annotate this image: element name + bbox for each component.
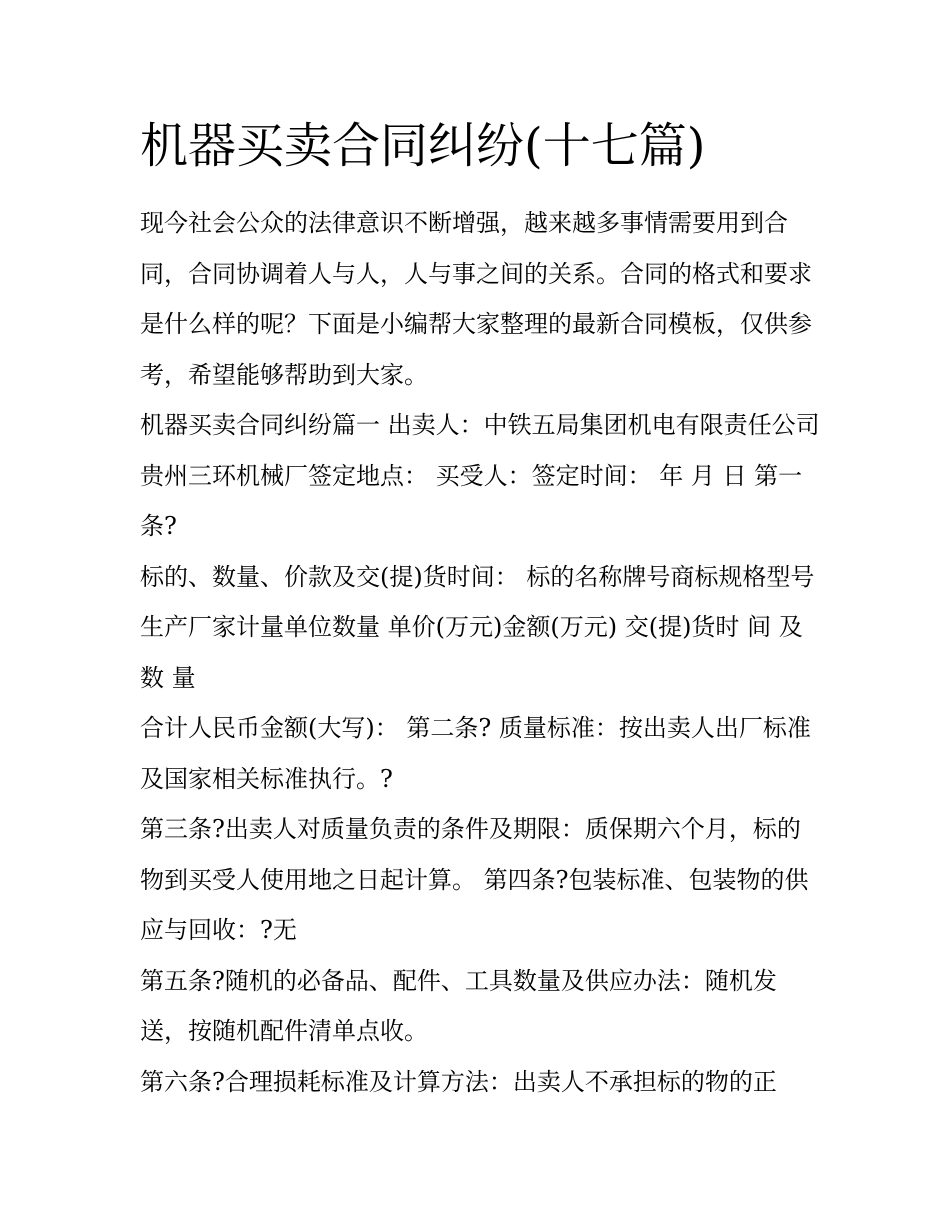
clause-loss-standard-paragraph: 第六条?合理损耗标准及计算方法：出卖人不承担标的物的正 bbox=[140, 1067, 777, 1096]
clause-accessories-paragraph: 第五条?随机的必备品、配件、工具数量及供应办法：随机发送，按随机配件清单点收。 bbox=[140, 966, 777, 1045]
document-body bbox=[140, 112, 820, 1107]
clause-warranty-packaging-paragraph: 第三条?出卖人对质量负责的条件及期限：质保期六个月，标的物到买受人使用地之日起计算。 第四条?包装标准、包装物的供应与回收：?无 bbox=[140, 815, 809, 944]
intro-paragraph: 现今社会公众的法律意识不断增强，越来越多事情需要用到合同，合同协调着人与人，人与事之间的关系。合同的格式和要求是什么样的呢？下面是小编帮大家整理的最新合同模板，仅供参考，希望能够帮助到大家。 bbox=[140, 209, 812, 389]
clause-subject-matter-paragraph: 标的、数量、价款及交(提)货时间： 标的名称牌号商标规格型号生产厂家计量单位数量 单价(万元)金额(万元) 交(提)货时 间 及 数 量 bbox=[140, 562, 815, 692]
clause-quality-standard-paragraph: 合计人民币金额(大写)： 第二条? 质量标准：按出卖人出厂标准及国家相关标准执行。? bbox=[140, 714, 811, 793]
contract-parties-paragraph: 机器买卖合同纠纷篇一 出卖人：中铁五局集团机电有限责任公司贵州三环机械厂签定地点： 买受人：签定时间： 年 月 日 第一条? bbox=[140, 411, 820, 540]
document-title: 机器买卖合同纠纷(十七篇) bbox=[140, 118, 706, 174]
